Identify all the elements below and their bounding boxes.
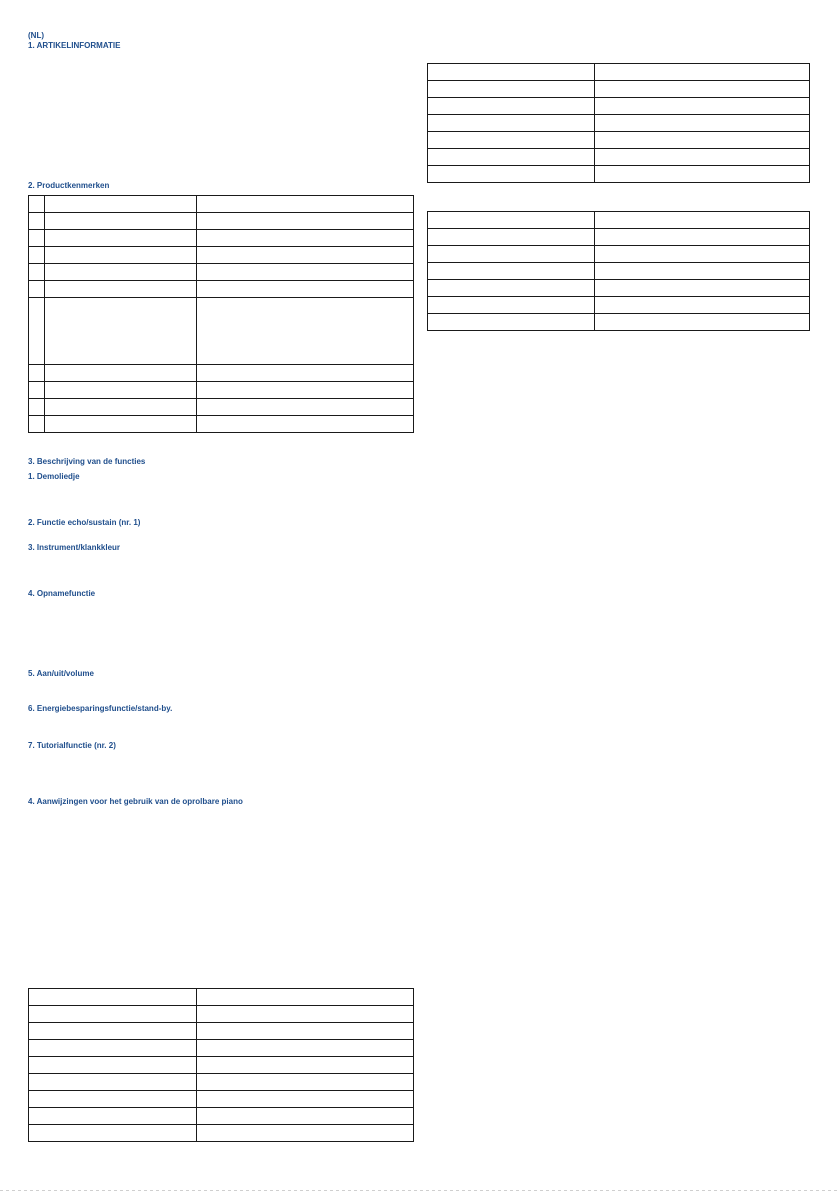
table-cell — [45, 230, 197, 247]
section-heading-usage-instructions: 4. Aanwijzingen voor het gebruik van de oprolbare piano — [28, 797, 243, 806]
table-cell — [595, 98, 810, 115]
table-cell — [595, 81, 810, 98]
table-cell — [45, 247, 197, 264]
table-cell — [197, 989, 414, 1006]
table-cell — [29, 1108, 197, 1125]
table-row — [428, 212, 810, 229]
table-cell — [197, 416, 414, 433]
function-recording: 4. Opnamefunctie — [28, 589, 96, 598]
function-echo-sustain: 2. Functie echo/sustain (nr. 1) — [28, 518, 141, 527]
table-row — [29, 1125, 414, 1142]
table-cell — [29, 1006, 197, 1023]
page-title: 1. ARTIKELINFORMATIE — [28, 41, 121, 50]
table-cell — [29, 365, 45, 382]
table-cell — [428, 212, 595, 229]
table-cell — [45, 213, 197, 230]
table-row — [428, 64, 810, 81]
table-row — [29, 416, 414, 433]
function-tutorial: 7. Tutorialfunctie (nr. 2) — [28, 741, 116, 750]
table-cell — [45, 264, 197, 281]
bottom-dashed-rule — [0, 1190, 840, 1191]
table-row — [428, 81, 810, 98]
table-row — [428, 246, 810, 263]
table-cell — [428, 280, 595, 297]
table-row — [29, 989, 414, 1006]
table-row — [29, 1091, 414, 1108]
table-cell — [45, 196, 197, 213]
table-cell — [29, 399, 45, 416]
table-cell — [29, 1040, 197, 1057]
table-cell — [428, 64, 595, 81]
table-row — [29, 1006, 414, 1023]
table-cell — [428, 98, 595, 115]
function-energy-saving: 6. Energiebesparingsfunctie/stand-by. — [28, 704, 173, 713]
function-instrument: 3. Instrument/klankkleur — [28, 543, 121, 552]
usage-table — [28, 988, 414, 1142]
table-cell — [197, 1074, 414, 1091]
table-cell — [428, 115, 595, 132]
table-cell — [197, 298, 414, 365]
table-row — [29, 1108, 414, 1125]
table-cell — [45, 382, 197, 399]
table-row — [29, 1023, 414, 1040]
table-row — [29, 382, 414, 399]
table-cell — [197, 399, 414, 416]
table-cell — [197, 1125, 414, 1142]
table-row — [29, 1074, 414, 1091]
table-cell — [595, 166, 810, 183]
table-row — [428, 229, 810, 246]
table-row — [428, 280, 810, 297]
table-row — [29, 399, 414, 416]
table-cell — [197, 281, 414, 298]
table-row — [428, 314, 810, 331]
table-row — [29, 298, 414, 365]
table-row — [428, 115, 810, 132]
table-cell — [197, 247, 414, 264]
table-cell — [428, 132, 595, 149]
function-demo-song: 1. Demoliedje — [28, 472, 80, 481]
table-row — [428, 166, 810, 183]
table-cell — [595, 314, 810, 331]
table-row — [29, 213, 414, 230]
table-cell — [29, 416, 45, 433]
table-cell — [595, 115, 810, 132]
table-row — [428, 149, 810, 166]
table-cell — [197, 1040, 414, 1057]
table-cell — [197, 1057, 414, 1074]
table-cell — [29, 1023, 197, 1040]
table-cell — [595, 64, 810, 81]
right-table-1 — [427, 63, 810, 183]
table-cell — [29, 298, 45, 365]
table-cell — [595, 149, 810, 166]
table-cell — [595, 280, 810, 297]
table-cell — [197, 1023, 414, 1040]
table-cell — [197, 1091, 414, 1108]
table-cell — [29, 230, 45, 247]
table-cell — [595, 263, 810, 280]
table-cell — [29, 382, 45, 399]
language-tag: (NL) — [28, 31, 44, 40]
table-row — [29, 1057, 414, 1074]
table-row — [428, 132, 810, 149]
product-features-table — [28, 195, 414, 433]
table-cell — [428, 229, 595, 246]
table-cell — [428, 246, 595, 263]
right-table-2 — [427, 211, 810, 331]
table-cell — [595, 297, 810, 314]
table-row — [29, 281, 414, 298]
table-cell — [29, 247, 45, 264]
table-cell — [197, 365, 414, 382]
table-cell — [428, 166, 595, 183]
function-power-volume: 5. Aan/uit/volume — [28, 669, 94, 678]
table-row — [428, 98, 810, 115]
table-cell — [428, 149, 595, 166]
table-row — [29, 264, 414, 281]
table-cell — [428, 81, 595, 98]
table-row — [428, 263, 810, 280]
table-row — [29, 247, 414, 264]
table-cell — [197, 196, 414, 213]
table-row — [29, 230, 414, 247]
table-cell — [29, 1091, 197, 1108]
table-cell — [197, 230, 414, 247]
table-cell — [45, 365, 197, 382]
table-row — [29, 196, 414, 213]
table-row — [29, 1040, 414, 1057]
table-cell — [29, 1125, 197, 1142]
table-cell — [45, 399, 197, 416]
table-cell — [428, 314, 595, 331]
table-cell — [45, 416, 197, 433]
table-row — [428, 297, 810, 314]
table-cell — [197, 382, 414, 399]
table-cell — [29, 1057, 197, 1074]
table-cell — [197, 264, 414, 281]
table-cell — [428, 263, 595, 280]
table-cell — [29, 1074, 197, 1091]
table-cell — [29, 196, 45, 213]
section-heading-product-features: 2. Productkenmerken — [28, 181, 110, 190]
table-cell — [595, 132, 810, 149]
table-cell — [29, 281, 45, 298]
table-cell — [29, 264, 45, 281]
table-cell — [45, 281, 197, 298]
table-row — [29, 365, 414, 382]
table-cell — [595, 212, 810, 229]
table-cell — [595, 229, 810, 246]
table-cell — [29, 213, 45, 230]
table-cell — [29, 989, 197, 1006]
section-heading-functions: 3. Beschrijving van de functies — [28, 457, 146, 466]
table-cell — [428, 297, 595, 314]
table-cell — [197, 213, 414, 230]
table-cell — [197, 1006, 414, 1023]
table-cell — [45, 298, 197, 365]
table-cell — [197, 1108, 414, 1125]
table-cell — [595, 246, 810, 263]
